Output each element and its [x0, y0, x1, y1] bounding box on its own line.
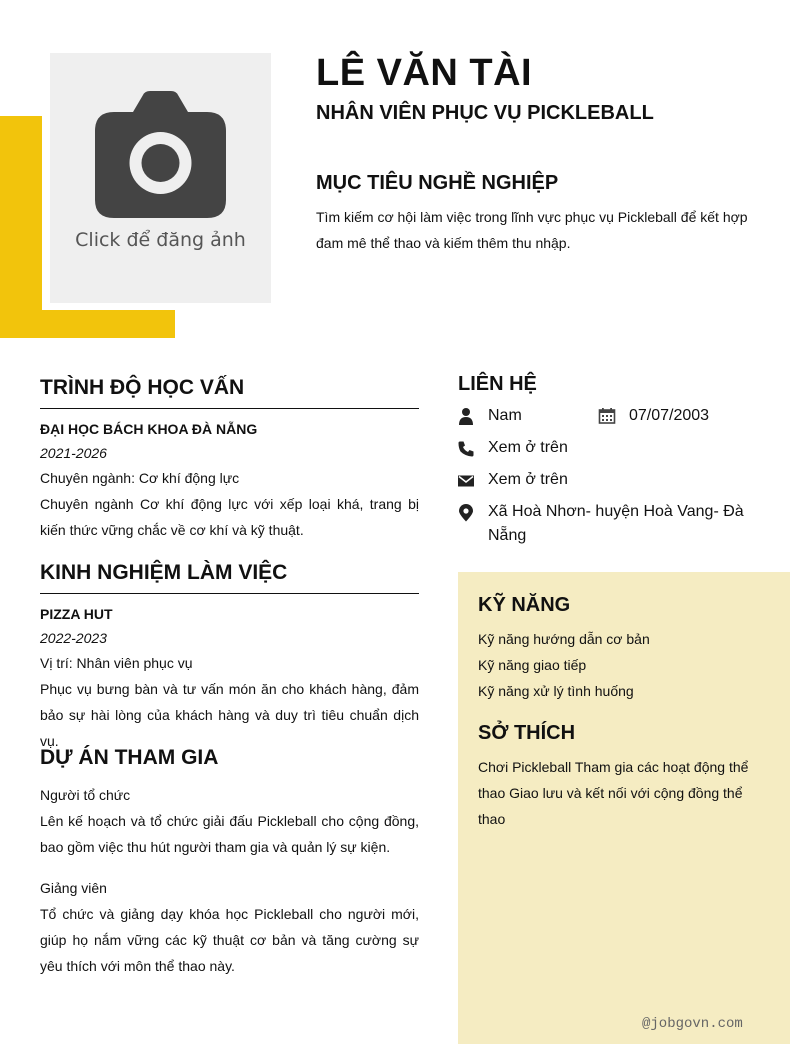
contact-gender: Nam	[488, 407, 522, 424]
phone-icon	[457, 440, 475, 458]
calendar-icon	[598, 407, 616, 425]
project-role: Người tổ chức	[40, 787, 131, 803]
education-period: 2021-2026	[40, 445, 107, 461]
education-description: Chuyên ngành Cơ khí động lực với xếp loại khá, trang bị kiến thức vững chắc về cơ khí và kỹ thuật.	[40, 496, 419, 538]
skill-item: Kỹ năng hướng dẫn cơ bản	[478, 631, 650, 647]
project-description: Tổ chức và giảng dạy khóa học Pickleball cho người mới, giúp họ nắm vững các kỹ thuật cơ bản và tăng cường sự yêu thích với môn thể thao này.	[40, 906, 419, 974]
hobbies-heading: SỞ THÍCH	[478, 722, 576, 744]
location-pin-icon	[457, 504, 475, 522]
candidate-name: LÊ VĂN TÀI	[316, 52, 533, 94]
job-title: NHÂN VIÊN PHỤC VỤ PICKLEBALL	[316, 102, 654, 124]
mail-icon	[457, 472, 475, 490]
objective-text: Tìm kiếm cơ hội làm việc trong lĩnh vực phục vụ Pickleball để kết hợp đam mê thể thao và kiếm thêm thu nhập.	[316, 209, 748, 251]
education-major: Chuyên ngành: Cơ khí động lực	[40, 470, 240, 486]
accent-bar-horizontal	[0, 310, 175, 338]
contact-heading: LIÊN HỆ	[458, 373, 537, 395]
experience-position: Vị trí: Nhân viên phục vụ	[40, 655, 193, 671]
watermark: @jobgovn.com	[642, 1016, 743, 1032]
camera-icon	[95, 90, 226, 220]
person-icon	[457, 407, 475, 425]
objective-heading: MỤC TIÊU NGHỀ NGHIỆP	[316, 172, 559, 194]
education-school: ĐẠI HỌC BÁCH KHOA ĐÀ NẴNG	[40, 421, 258, 437]
contact-phone: Xem ở trên	[488, 439, 568, 456]
skills-heading: KỸ NĂNG	[478, 594, 571, 616]
hobbies-text: Chơi Pickleball Tham gia các hoạt động thể thao Giao lưu và kết nối với cộng đồng thể thao	[478, 759, 749, 827]
experience-heading: KINH NGHIỆM LÀM VIỆC	[40, 561, 288, 584]
project-description: Lên kế hoạch và tổ chức giải đấu Pickleball cho cộng đồng, bao gồm việc thu hút người tham gia và quản lý sự kiện.	[40, 813, 419, 855]
experience-description: Phục vụ bưng bàn và tư vấn món ăn cho khách hàng, đảm bảo sự hài lòng của khách hàng và duy trì tiêu chuẩn dịch vụ.	[40, 681, 419, 749]
projects-heading: DỰ ÁN THAM GIA	[40, 746, 219, 769]
photo-upload-placeholder[interactable]	[50, 53, 271, 303]
skill-item: Kỹ năng giao tiếp	[478, 657, 587, 673]
experience-company: PIZZA HUT	[40, 606, 113, 622]
skill-item: Kỹ năng xử lý tình huống	[478, 683, 634, 699]
photo-caption: Click để đăng ảnh	[75, 229, 246, 251]
contact-address: Xã Hoà Nhơn- huyện Hoà Vang- Đà Nẵng	[488, 503, 744, 544]
accent-bar-vertical	[0, 116, 42, 338]
experience-period: 2022-2023	[40, 630, 107, 646]
contact-email: Xem ở trên	[488, 471, 568, 488]
contact-birthdate: 07/07/2003	[629, 407, 710, 424]
education-divider	[40, 408, 419, 409]
experience-divider	[40, 593, 419, 594]
education-heading: TRÌNH ĐỘ HỌC VẤN	[40, 376, 245, 399]
project-role: Giảng viên	[40, 880, 107, 896]
